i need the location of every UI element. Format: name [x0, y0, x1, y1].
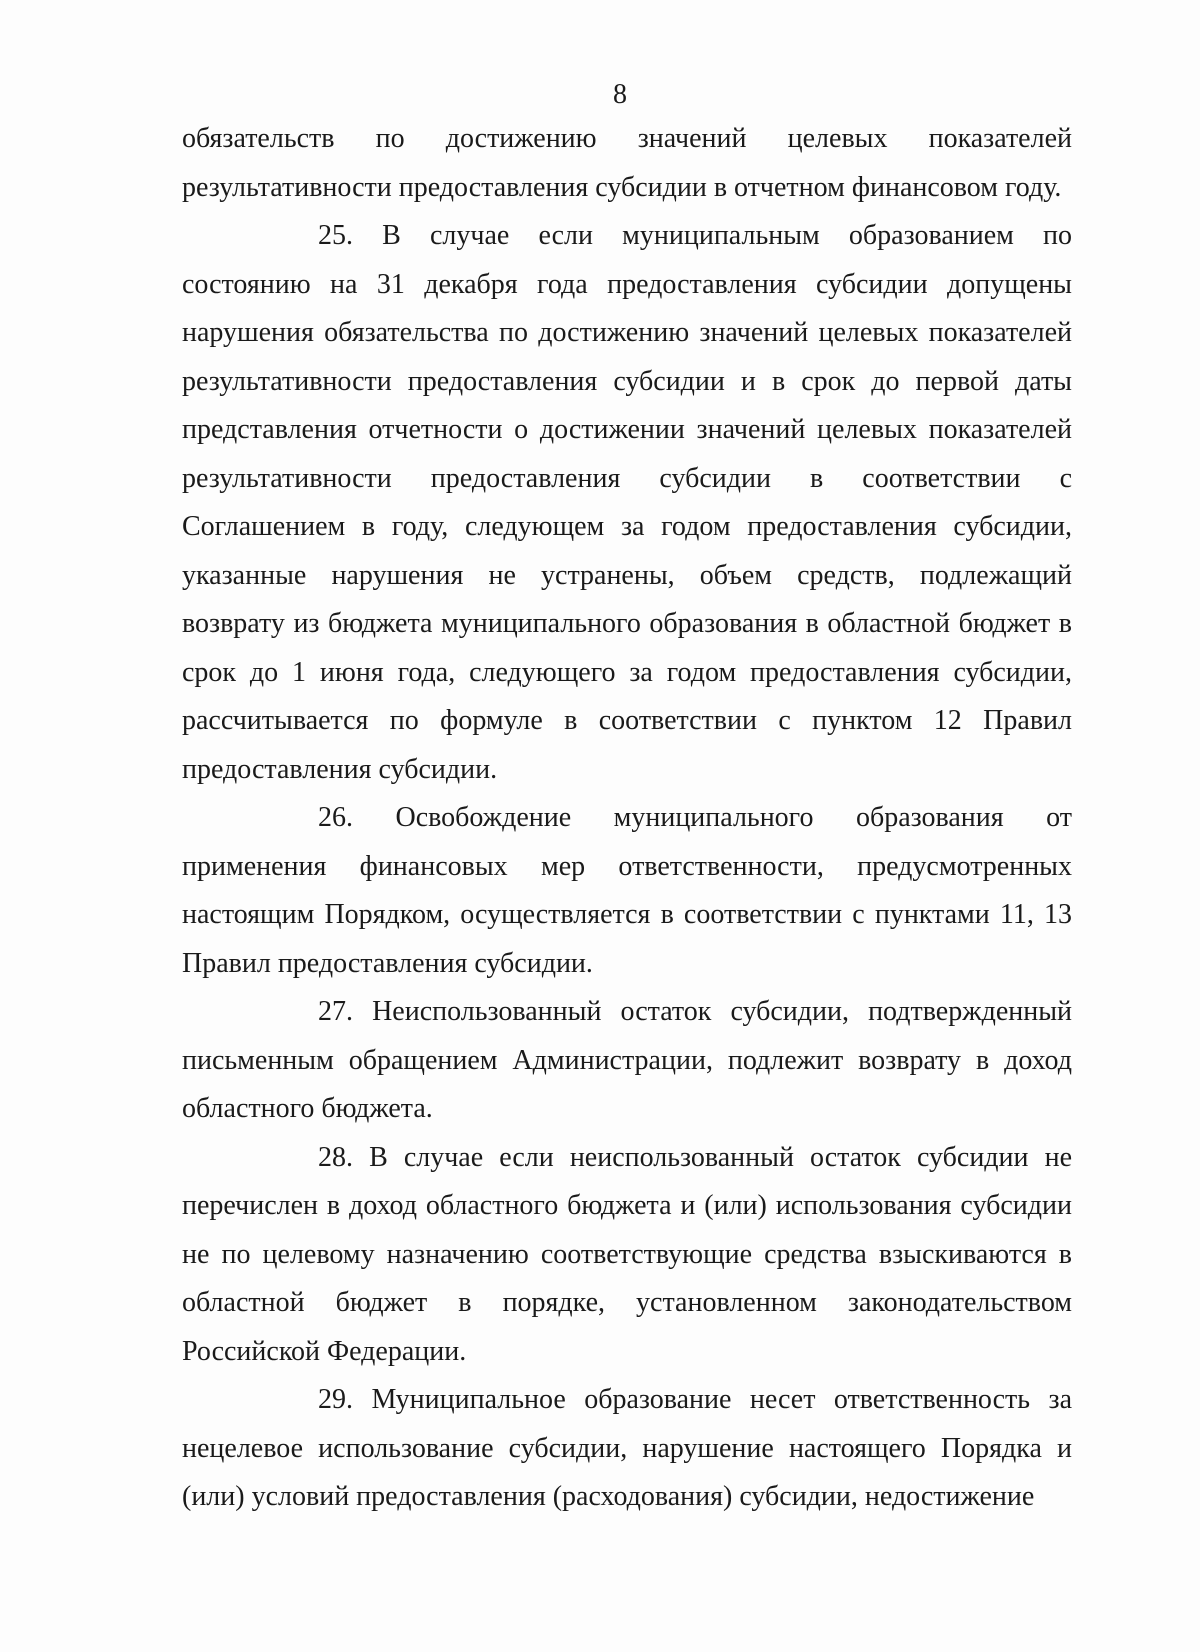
paragraph-text: Неиспользованный остаток субсидии, подтвержденный письменным обращением Администрации, подлежит возврату в доход областного бюджета. [182, 996, 1073, 1124]
document-body [182, 115, 1072, 1522]
paragraph-number: 27. [318, 996, 353, 1027]
page-number: 8 [613, 79, 627, 110]
paragraph-28 [182, 1134, 1072, 1377]
paragraph-number: 28. [318, 1141, 353, 1173]
paragraph-25 [182, 212, 1072, 794]
paragraph-number: 25. [318, 220, 353, 251]
paragraph-continuation [182, 115, 1072, 212]
paragraph-text: обязательств по достижению значений целевых показателей результативности предоставления субсидии в отчетном финансовом году. [182, 123, 1072, 203]
paragraph-text: Освобождение муниципального образования от применения финансовых мер ответственности, предусмотренных настоящим Порядком, осуществляется в соответствии с пунктами 11, 13 Правил предоставления субсидии. [182, 802, 1072, 979]
paragraph-text: В случае если муниципальным образованием по состоянию на 31 декабря года предоставления субсидии допущены нарушения обязательства по достижению значений целевых показателей результативности предоставления субсидии и в срок до первой даты представления отчетности о достижении значений целевых показателей результативности предоставления субсидии в соответствии с Соглашением в году, следующем за годом предоставления субсидии, указанные нарушения не устранены, объем средств, подлежащий возврату из бюджета муниципального образования в областной бюджет в срок до 1 июня года, следующего за годом предоставления субсидии, рассчитывается по формуле в соответствии с пунктом 12 Правил предоставления субсидии. [182, 220, 1073, 785]
paragraph-29 [182, 1376, 1072, 1522]
paragraph-number: 26. [318, 802, 353, 833]
paragraph-number: 29. [318, 1384, 353, 1415]
paragraph-26 [182, 794, 1072, 988]
paragraph-27 [182, 988, 1072, 1134]
paragraph-text: Муниципальное образование несет ответственность за нецелевое использование субсидии, нарушение настоящего Порядка и (или) условий предоставления (расходования) субсидии, недостижение [182, 1384, 1072, 1512]
paragraph-text: В случае если неиспользованный остаток субсидии не перечислен в доход областного бюджета и (или) использования субсидии не по целевому назначению соответствующие средства взыскиваются в областной бюджет в порядке, установленном законодательством Российской Федерации. [182, 1141, 1073, 1367]
